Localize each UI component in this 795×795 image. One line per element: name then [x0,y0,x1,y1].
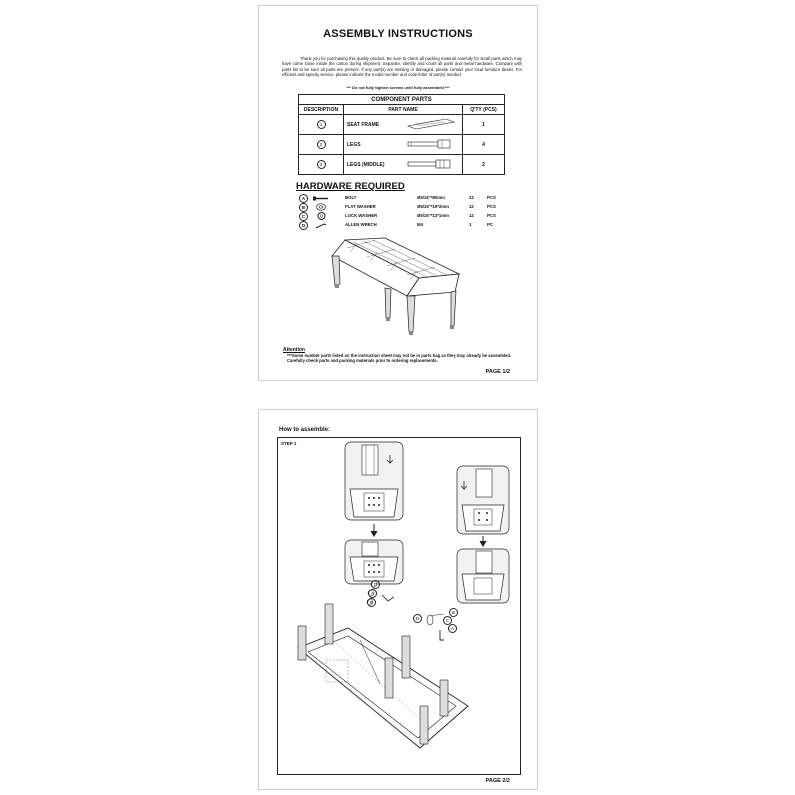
part-name: LEGS [347,141,361,148]
part-name: LEGS (MIDDLE) [347,161,385,168]
callout-badge: B [367,598,376,607]
bench-illustration [327,234,467,342]
intro-paragraph: Thank you for purchasing this quality product. Be sure to check all packing material carefully for small parts which may have come loose inside the carton during shipment. Separate, identify and count all parts and metal hardware. Compare with parts list to be sure all parts are present. If any part(s) are missing or damaged, please contact your local furniture dealer. For efficient and speedy service, please indicate the model number and code letter of part(s) needed. [282,56,522,78]
part-number-badge: 3 [317,160,326,169]
hardware-code: D [299,221,308,230]
hardware-qty: 12 [469,213,474,218]
hardware-size: Ø5/16"*19*2mm [417,204,449,209]
instruction-page-2 [258,409,538,790]
col-qty: Q'TY (PCS) [463,105,505,115]
table-caption: COMPONENT PARTS [299,95,505,105]
hardware-size: Ø5/16"*13*1mm [417,213,449,218]
leg-drawing [406,139,456,149]
hardware-name: FLAT WASHER [345,204,376,209]
hardware-unit: PC [487,222,493,227]
hardware-name: ALLEN WRECH [345,222,377,227]
hardware-unit: PCS [487,204,496,209]
part-qty: 2 [482,161,485,168]
hardware-qty: 12 [469,195,474,200]
table-row [299,135,505,155]
detail-panel-right-top [456,465,510,535]
hardware-name: BOLT [345,195,357,200]
bolt-icon [313,196,329,201]
hardware-qty: 1 [469,222,472,227]
callout-badge: A [448,624,457,633]
part-number-badge: 2 [317,140,326,149]
hardware-size: M4 [417,222,423,227]
hardware-size: Ø5/16"*80mm [417,195,445,200]
col-part-name: PART NAME [344,105,463,115]
hardware-unit: PCS [487,195,496,200]
page-title: ASSEMBLY INSTRUCTIONS [323,28,473,40]
part-qty: 4 [482,141,485,148]
callout-badge: D [371,580,380,589]
tighten-note: *** Do not fully tighten screws until fully assembled *** [346,85,450,90]
how-to-assemble-heading: How to assemble: [279,427,331,433]
seat-frame-drawing [406,118,456,130]
attention-text: ***Some number parts listed on the instruction sheet may not be in parts bag as they may already be assembled. Carefully check parts and packing materials prior to ordering replacements. [287,353,512,363]
hardware-qty: 12 [469,204,474,209]
hardware-row [299,221,509,230]
component-parts-table [298,94,505,175]
detail-panel-left-top [344,441,404,521]
down-arrow-icon [370,524,378,538]
attention-label: Attention [283,347,305,353]
hardware-row [299,194,509,203]
part-number-badge: 1 [317,120,326,129]
hardware-code: C [299,212,308,221]
col-description: DESCRIPTION [299,105,344,115]
hardware-row [299,203,509,212]
table-row [299,115,505,135]
callout-badge: D [413,614,422,623]
allen-wrench-icon [315,222,327,229]
hardware-name: LOCK WASHER [345,213,378,218]
step-label: STEP 1 [281,441,297,446]
table-row [299,155,505,175]
hardware-row [299,212,509,221]
hardware-unit: PCS [487,213,496,218]
bench-frame-illustration [290,588,470,768]
hardware-title: HARDWARE REQUIRED [296,181,405,192]
detail-panel-left-bottom [344,539,404,585]
lock-washer-icon [317,212,326,220]
down-arrow-icon [479,536,487,548]
part-name: SEAT FRAME [347,121,380,128]
instruction-page-1 [258,5,538,381]
hardware-code: A [299,194,308,203]
callout-badge: A [368,589,377,598]
flat-washer-icon [316,203,326,211]
page-number: PAGE 1/2 [485,369,510,375]
page-number: PAGE 2/2 [485,778,510,784]
step-panel [277,437,521,775]
callout-badge: B [449,608,458,617]
hardware-code: B [299,203,308,212]
callout-badge: C [443,616,452,625]
part-qty: 1 [482,121,485,128]
middle-leg-drawing [406,159,456,169]
